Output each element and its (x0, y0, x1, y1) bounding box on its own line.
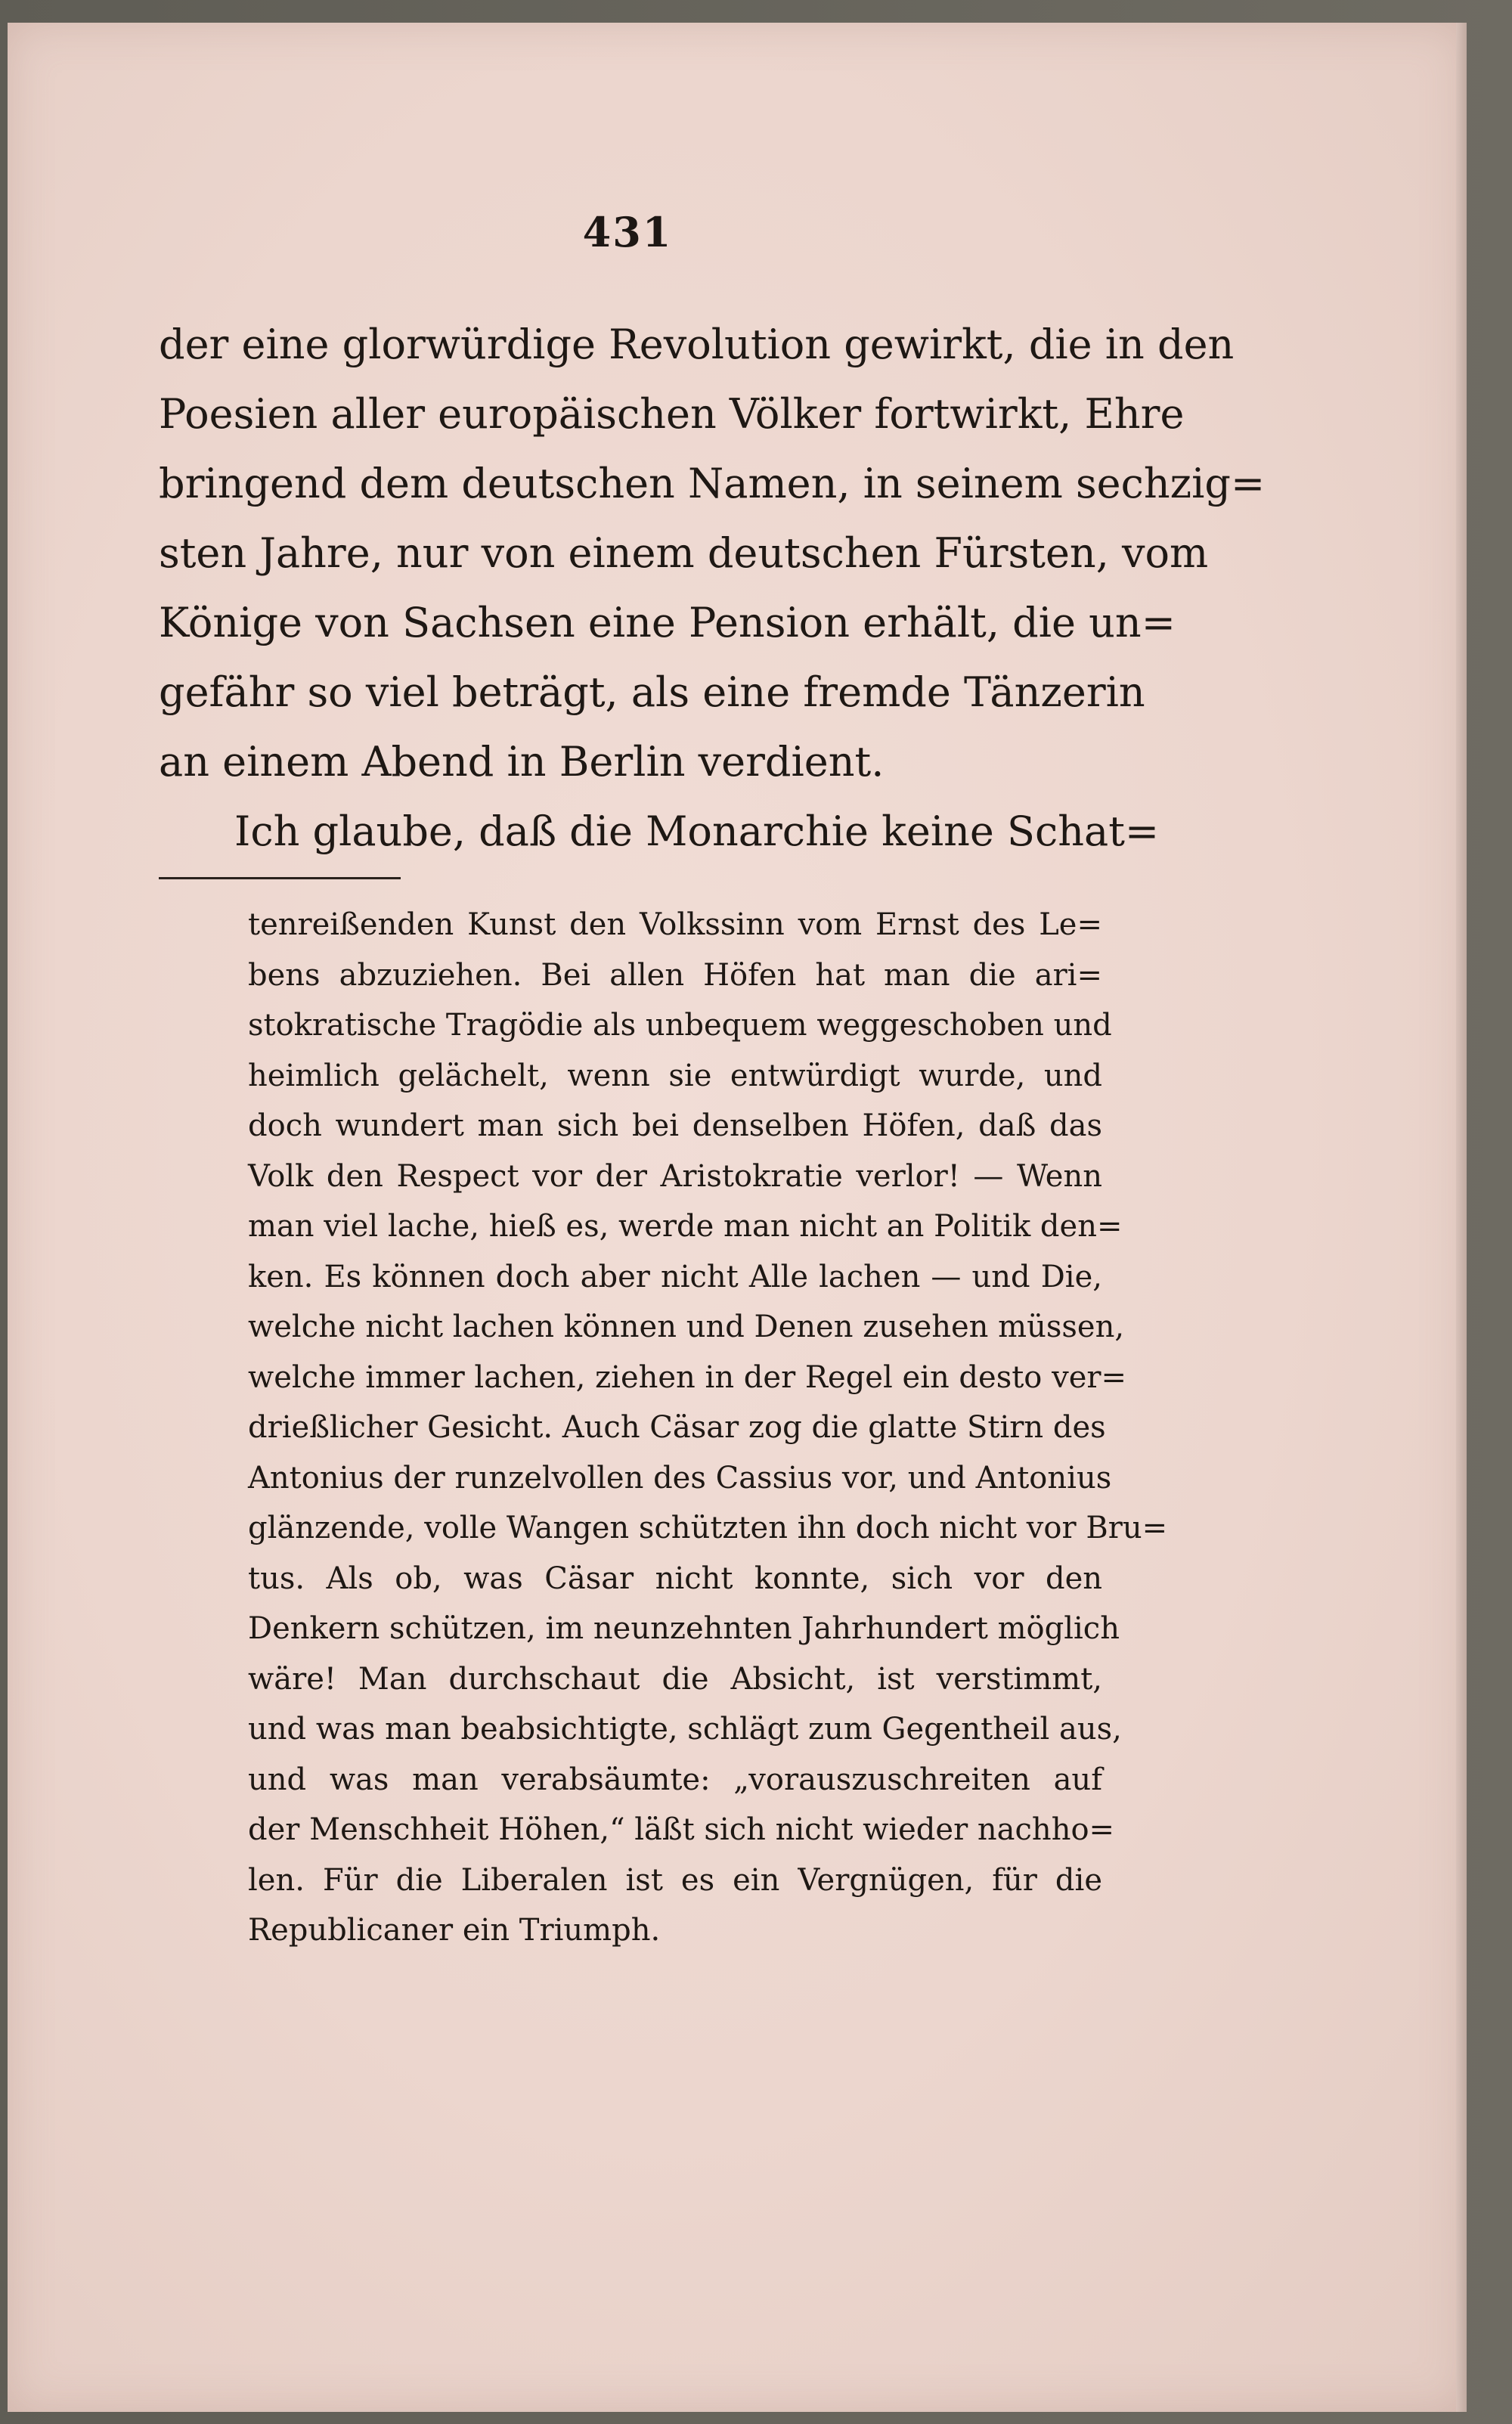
main-text-line: bringend dem deutschen Namen, in seinem sechzig= (159, 460, 1266, 507)
footnote-line: und was man verabsäumte: „vorauszuschreiten auf (248, 1762, 1102, 1797)
footnote-line: welche nicht lachen können und Denen zusehen müssen, (248, 1310, 1125, 1344)
footnote-divider (159, 877, 401, 879)
footnote-line: Antonius der runzelvollen des Cassius vor, und Antonius (248, 1460, 1112, 1496)
footnote-line: glänzende, volle Wangen schützten ihn doch nicht vor Bru= (248, 1511, 1168, 1545)
footnote-line: Volk den Respect vor der Aristokratie verlor! — Wenn (248, 1158, 1102, 1194)
footnote-line: Republicaner ein Triumph. (248, 1913, 661, 1948)
main-text-line: an einem Abend in Berlin verdient. (159, 738, 885, 786)
footnote (248, 900, 1168, 1956)
main-text-line: sten Jahre, nur von einem deutschen Fürsten, vom (159, 529, 1209, 577)
main-text-line: Ich glaube, daß die Monarchie keine Schat= (234, 807, 1160, 855)
footnote-line: der Menschheit Höhen,“ läßt sich nicht wieder nachho= (248, 1812, 1115, 1847)
footnote-line: len. Für die Liberalen ist es ein Vergnügen, für die (248, 1862, 1102, 1898)
main-text-line: Poesien aller europäischen Völker fortwirkt, Ehre (159, 390, 1185, 438)
book-page (8, 23, 1467, 2412)
footnote-line: ken. Es können doch aber nicht Alle lachen — und Die, (248, 1259, 1102, 1294)
footnote-line: wäre! Man durchschaut die Absicht, ist verstimmt, (248, 1661, 1102, 1697)
footnote-line: und was man beabsichtigte, schlägt zum Gegentheil aus, (248, 1712, 1122, 1747)
footnote-line: bens abzuziehen. Bei allen Höfen hat man die ari= (248, 957, 1102, 993)
main-text-line: der eine glorwürdige Revolution gewirkt, die in den (159, 321, 1235, 368)
footnote-line: stokratische Tragödie als unbequem weggeschoben und (248, 1008, 1112, 1043)
page-edge (1456, 23, 1467, 2412)
main-text-line: Könige von Sachsen eine Pension erhält, die un= (159, 599, 1176, 646)
footnote-line: doch wundert man sich bei denselben Höfen, daß das (248, 1108, 1102, 1143)
footnote-line: drießlicher Gesicht. Auch Cäsar zog die glatte Stirn des (248, 1410, 1106, 1445)
main-text (159, 310, 1266, 866)
footnote-line: tenreißenden Kunst den Volkssinn vom Ernst des Le= (248, 907, 1102, 942)
main-text-line: gefähr so viel beträgt, als eine fremde Tänzerin (159, 668, 1145, 716)
footnote-line: tus. Als ob, was Cäsar nicht konnte, sich vor den (248, 1561, 1102, 1596)
footnote-line: Denkern schützen, im neunzehnten Jahrhundert möglich (248, 1611, 1120, 1646)
footnote-line: welche immer lachen, ziehen in der Regel ein desto ver= (248, 1359, 1127, 1395)
page-number: 431 (582, 208, 673, 256)
footnote-line: man viel lache, hieß es, werde man nicht an Politik den= (248, 1209, 1123, 1244)
footnote-line: heimlich gelächelt, wenn sie entwürdigt wurde, und (248, 1058, 1102, 1093)
